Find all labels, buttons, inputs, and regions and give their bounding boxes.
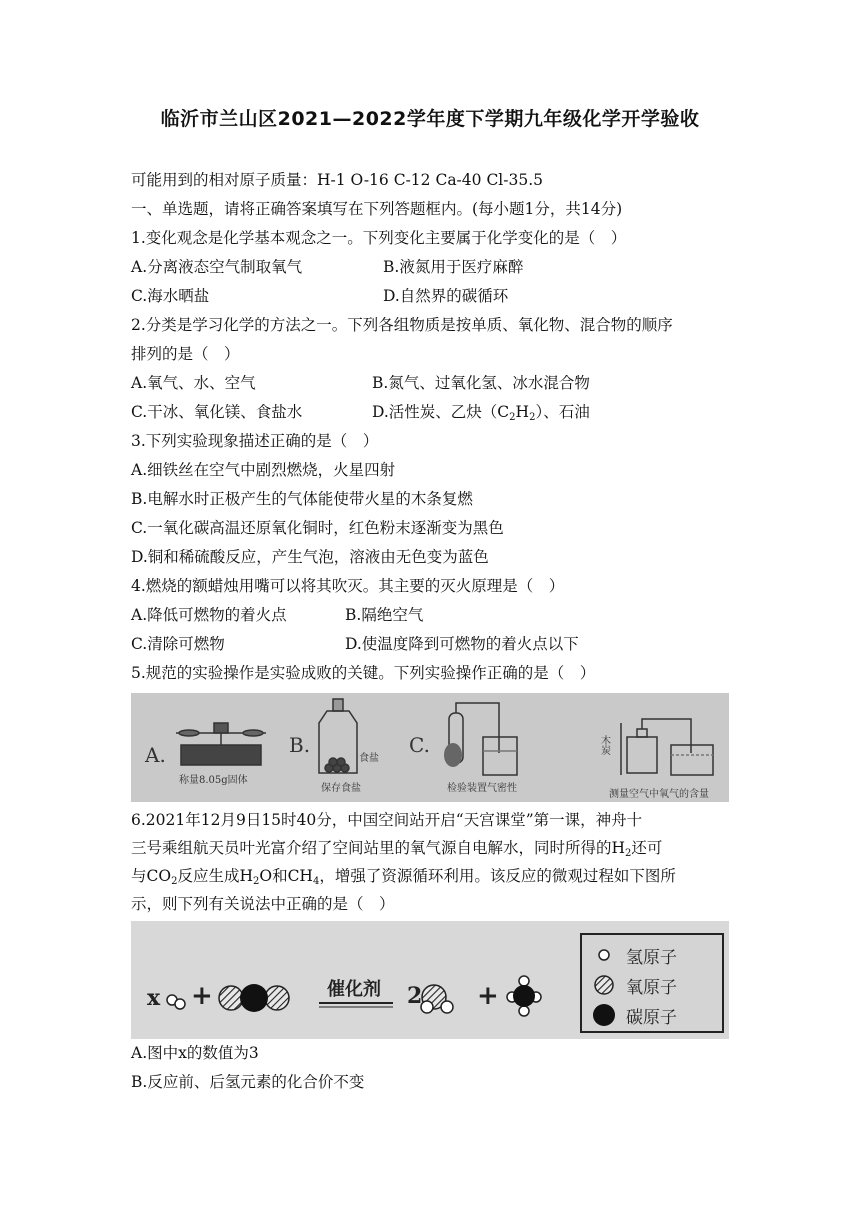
legend-hydrogen: 氢原子 xyxy=(626,948,677,968)
page-title: 临沂市兰山区2021—2022学年度下学期九年级化学开学验收 xyxy=(160,108,700,130)
q3-option-a: A.细铁丝在空气中剧烈燃烧，火星四射 xyxy=(131,461,396,479)
q3-option-b: B.电解水时正极产生的气体能使带火星的木条复燃 xyxy=(131,490,473,508)
fig-option-c-letter: C. xyxy=(409,733,430,757)
atom-legend xyxy=(580,933,724,1033)
q1-option-a: A.分离液态空气制取氧气 xyxy=(131,258,303,276)
plus-sign-1: + xyxy=(191,981,213,1011)
q2-option-b: B.氮气、过氧化氢、冰水混合物 xyxy=(372,374,590,392)
q2-option-d: D.活性炭、乙炔$(C_2H_2)$、石油 xyxy=(372,403,590,423)
q2-stem-line1: 2.分类是学习化学的方法之一。下列各组物质是按单质、氧化物、混合物的顺序 xyxy=(131,316,673,334)
carbon-atom-icon xyxy=(593,1004,615,1026)
fig-option-d-caption: 测量空气中氧气的含量 xyxy=(609,789,709,800)
q3-option-c: C.一氧化碳高温还原氧化铜时，红色粉末逐渐变为黑色 xyxy=(131,519,504,537)
q6-stem-line1: 6.2021年12月9日15时40分，中国空间站开启“天宫课堂”第一课，神舟十 xyxy=(131,811,643,829)
oxygen-atom-icon xyxy=(595,976,613,994)
q4-option-c: C.清除可燃物 xyxy=(131,635,225,653)
test-tube-icon xyxy=(444,703,517,775)
fig-option-b-caption: 保存食盐 xyxy=(321,783,361,794)
q1-option-b: B.液氮用于医疗麻醉 xyxy=(383,258,524,276)
q4-stem: 4.燃烧的额蜡烛用嘴可以将其吹灭。其主要的灭火原理是（ ） xyxy=(131,577,565,595)
oxygen-measurement-apparatus-icon xyxy=(621,719,713,775)
q4-option-b: B.隔绝空气 xyxy=(345,606,424,624)
fig-option-d-label: 木炭 xyxy=(601,736,611,757)
catalyst-label: 催化剂 xyxy=(327,979,381,1000)
fig-option-c-caption: 检验装置气密性 xyxy=(447,783,517,794)
atomic-masses: 可能用到的相对原子质量：H-1 O-16 C-12 Ca-40 Cl-35.5 xyxy=(131,171,544,189)
q6-stem-line4: 示，则下列有关说法中正确的是（ ） xyxy=(131,895,395,913)
q6-option-b: B.反应前、后氢元素的化合价不变 xyxy=(131,1073,365,1091)
legend-oxygen: 氧原子 xyxy=(626,978,677,998)
coefficient-x: x xyxy=(147,985,161,1011)
legend-carbon: 碳原子 xyxy=(626,1008,677,1028)
q6-option-a: A.图中x的数值为3 xyxy=(131,1044,259,1062)
hydrogen-atom-icon xyxy=(599,950,609,960)
fig-option-b-label: 食盐 xyxy=(359,753,379,764)
q1-option-d: D.自然界的碳循环 xyxy=(383,287,509,305)
fig-option-a-letter: A. xyxy=(145,743,166,767)
section-heading: 一、单选题，请将正确答案填写在下列答题框内。(每小题1分，共14分) xyxy=(131,200,623,218)
q1-option-c: C.海水晒盐 xyxy=(131,287,210,305)
coefficient-2: 2 xyxy=(407,983,423,1009)
q5-lab-figure xyxy=(131,693,729,802)
q2-option-a: A.氧气、水、空气 xyxy=(131,374,256,392)
q6-reaction-figure xyxy=(131,921,729,1039)
plus-sign-2: + xyxy=(477,981,499,1011)
q4-option-a: A.降低可燃物的着火点 xyxy=(131,606,287,624)
hydrogen-molecule-icon xyxy=(167,995,185,1009)
carbon-dioxide-molecule-icon xyxy=(219,984,289,1012)
q6-stem-line2: 三号乘组航天员叶光富介绍了空间站里的氧气源自电解水，同时所得的$H_2$还可 xyxy=(131,839,663,859)
q2-stem-line2: 排列的是（ ） xyxy=(131,345,240,363)
methane-molecule-icon xyxy=(507,976,541,1016)
balance-icon xyxy=(176,723,266,765)
q2-option-c: C.干冰、氧化镁、食盐水 xyxy=(131,403,303,421)
q3-stem: 3.下列实验现象描述正确的是（ ） xyxy=(131,432,379,450)
q1-stem: 1.变化观念是化学基本观念之一。下列变化主要属于化学变化的是（ ） xyxy=(131,229,627,247)
reagent-bottle-icon xyxy=(319,699,357,773)
water-molecule-icon xyxy=(421,985,453,1013)
q5-stem: 5.规范的实验操作是实验成败的关键。下列实验操作正确的是（ ） xyxy=(131,664,596,682)
q4-option-d: D.使温度降到可燃物的着火点以下 xyxy=(345,635,579,653)
q3-option-d: D.铜和稀硫酸反应，产生气泡，溶液由无色变为蓝色 xyxy=(131,548,489,566)
q6-stem-line3: 与$CO_2$反应生成$H_2O$和$CH_4$，增强了资源循环利用。该反应的微观过程如下图所 xyxy=(131,867,676,887)
fig-option-a-caption: 称量8.05g固体 xyxy=(179,775,248,786)
fig-option-b-letter: B. xyxy=(289,733,311,757)
